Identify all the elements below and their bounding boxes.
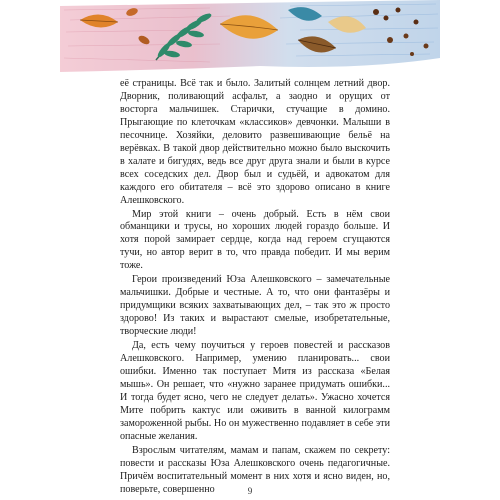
paragraph-5: Взрослым читателям, мамам и папам, скажем по секрету: повести и рассказы Юза Алешковского очень педагогичные. Причём воспитательный момент в них хотя и ясно виден, но, поверьте, совершенно — [120, 444, 390, 495]
page-number: 9 — [247, 486, 253, 496]
page-body — [120, 78, 390, 497]
paragraph-2: Мир этой книги – очень добрый. Есть в нём свои обманщики и трусы, но хороших людей гораздо больше. И хотя порой замирает сердце, когда над героем сгущаются тучи, но автор верит в то, что правда победит. И мы верим тоже. — [120, 208, 390, 272]
autumn-leaves-drawing — [60, 0, 440, 80]
paragraph-4: Да, есть чему поучиться у героев повестей и рассказов Алешковского. Например, умению планировать... свои ошибки. Именно так поступает Митя из рассказа «Белая мышь». Он решает, что «нужно заранее придумать ошибки... И тогда будет ясно, чего не следует делать». Ужасно хочется Мите побрить кактус или оживить в ванной килограмм замороженной рыбы. Но он мужественно подавляет в себе эти опасные желания. — [120, 340, 390, 442]
paragraph-1: её страницы. Всё так и было. Залитый солнцем летний двор. Дворник, поливающий асфальт, а заодно и орущих от восторга мальчишек. Старички, стучащие в домино. Прыгающие по клеточкам «классиков» девчонки. Малыши в песочнице. Хозяйки, деловито развешивающие бельё на верёвках. В такой двор действительно можно было выскочить в халате и бигудях, ведь все друг друга знали и были в курсе всех соседских дел. Двор был и судьёй, и адвокатом для каждого его обитателя – всё это здорово описано в книге Алешковского. — [120, 78, 390, 206]
header-illustration — [60, 0, 440, 80]
paragraph-3: Герои произведений Юза Алешковского – замечательные мальчишки. Добрые и честные. А то, что они фантазёры и придумщики всяких захватывающих дел, – так это ж просто здорово! Из таких и вырастают смелые, изобретательные, творческие люди! — [120, 274, 390, 338]
